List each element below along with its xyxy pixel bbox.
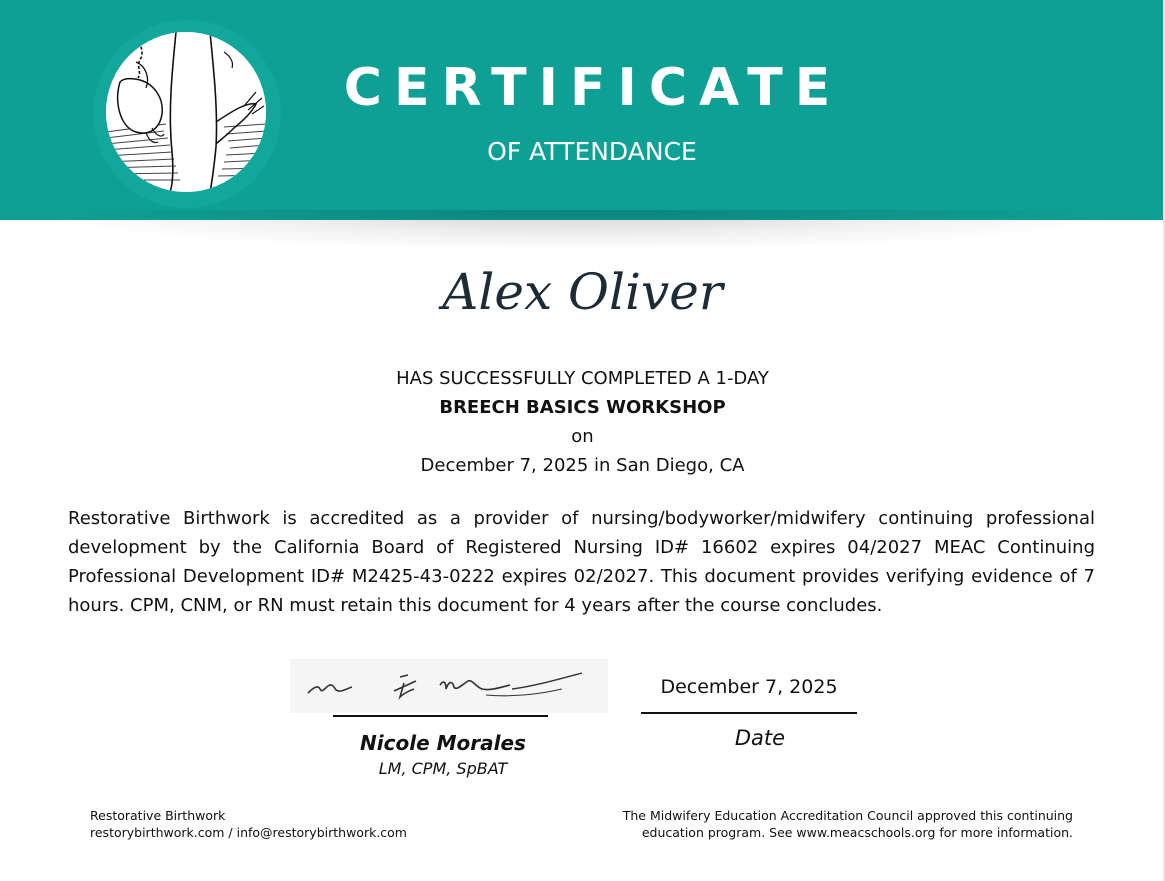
course-name: BREECH BASICS WORKSHOP <box>439 397 726 418</box>
course-date-location: December 7, 2025 in San Diego, CA <box>420 455 745 476</box>
date-line <box>641 712 857 714</box>
certificate-title: CERTIFICATE <box>343 58 843 118</box>
accreditation-paragraph: Restorative Birthwork is accredited as a provider of nursing/bodyworker/midwifery continuing professional development by the California Board of Registered Nursing ID# 16602 expires 04/2027 MEAC Continuing Professional Development ID# M2425-43-0222 expires 02/2027. This document provides verifying evidence of 7 hours. CPM, CNM, or RN must retain this document for 4 years after the course concludes. <box>68 508 1095 616</box>
on-text: on <box>571 426 594 447</box>
completion-statement: HAS SUCCESSFULLY COMPLETED A 1-DAY <box>396 368 769 389</box>
footer-org-name: Restorative Birthwork <box>90 808 226 823</box>
signer-name: Nicole Morales <box>360 731 526 755</box>
footer-organization <box>90 807 510 841</box>
signature-date: December 7, 2025 <box>660 676 838 698</box>
certificate-subtitle: OF ATTENDANCE <box>487 137 697 166</box>
banner-shadow <box>40 210 1120 250</box>
signature-image <box>290 659 608 713</box>
footer-meac-line-1: The Midwifery Education Accreditation Council approved this continuing <box>622 808 1073 823</box>
handwritten-signature <box>290 659 608 713</box>
illustration-drawing <box>106 32 266 192</box>
footer-meac-note <box>600 807 1073 841</box>
recipient-name: Alex Oliver <box>442 263 723 321</box>
footer-contact: restorybirthwork.com / info@restorybirthwork.com <box>90 825 407 840</box>
signer-credentials: LM, CPM, SpBAT <box>378 759 508 778</box>
date-label: Date <box>734 726 786 750</box>
emblem-illustration <box>106 32 266 192</box>
signature-line <box>333 715 548 717</box>
footer-meac-line-2: education program. See www.meacschools.org for more information. <box>641 825 1073 840</box>
